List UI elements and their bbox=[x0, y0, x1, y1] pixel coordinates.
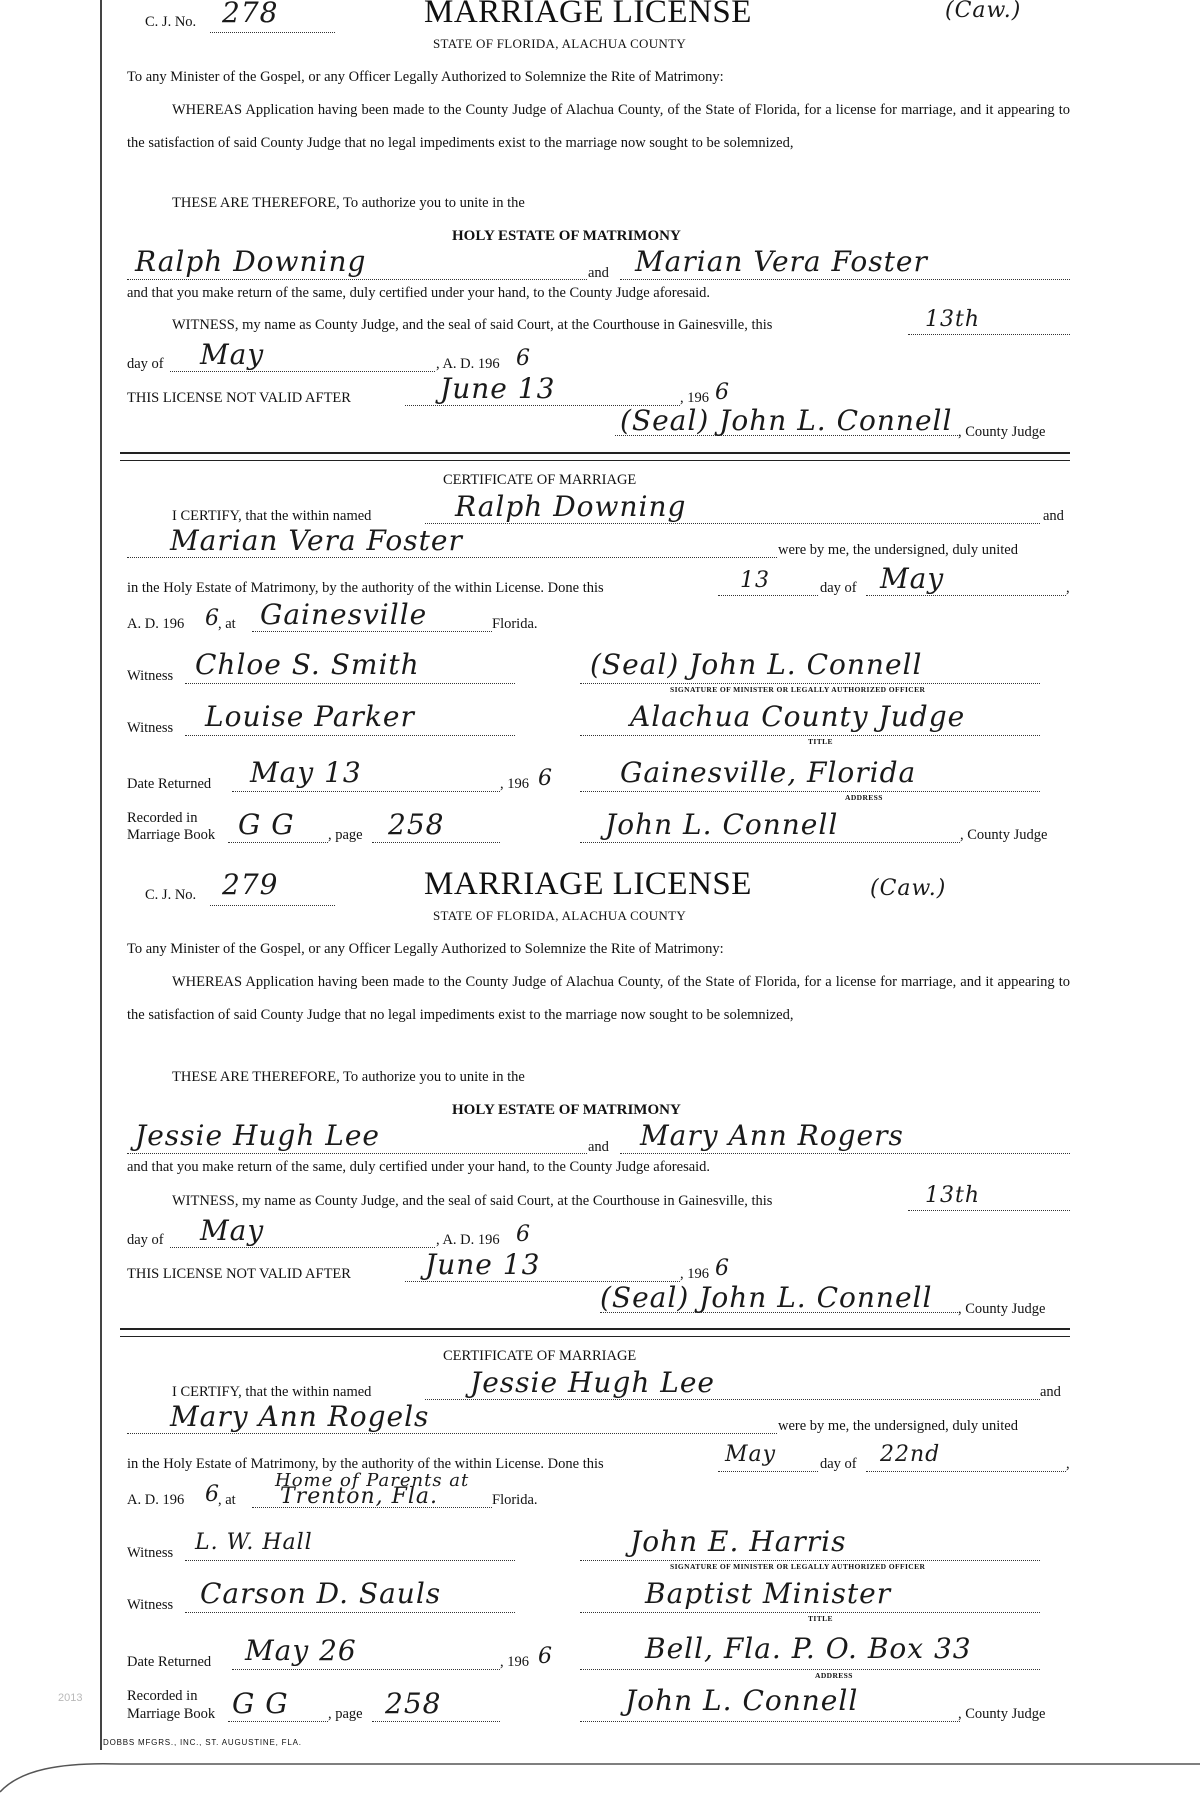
ad-year-digit: 6 bbox=[205, 606, 220, 631]
done-day: 13 bbox=[740, 568, 770, 593]
not-valid-year-digit: 6 bbox=[715, 1256, 730, 1281]
page-label: , page bbox=[328, 827, 363, 843]
groom-name: Jessie Hugh Lee bbox=[135, 1119, 381, 1152]
title-caption: TITLE bbox=[808, 737, 833, 746]
recorded-label: Recorded in bbox=[127, 810, 198, 826]
florida-label: Florida. bbox=[492, 1492, 538, 1508]
florida-label: Florida. bbox=[492, 616, 538, 632]
recording-county-judge: , County Judge bbox=[960, 827, 1048, 843]
date-returned: May 13 bbox=[250, 756, 362, 789]
were-label: were by me, the undersigned, duly united bbox=[778, 542, 1018, 558]
judge-signature: (Seal) John L. Connell bbox=[600, 1281, 933, 1314]
not-valid-year-label: , 196 bbox=[680, 390, 709, 406]
officer-caption: SIGNATURE OF MINISTER OR LEGALLY AUTHORIZED OFFICER bbox=[670, 1562, 926, 1571]
and-word: and bbox=[588, 1139, 609, 1155]
certificate-and: and bbox=[1043, 508, 1064, 524]
not-valid-date: June 13 bbox=[440, 372, 556, 405]
witness-1-label: Witness bbox=[127, 668, 174, 684]
page-number: 258 bbox=[385, 1687, 442, 1720]
page-curl-line bbox=[0, 1740, 1200, 1796]
done-day-of-label: day of bbox=[820, 1456, 857, 1472]
at-label: , at bbox=[218, 1492, 236, 1508]
ad-year-label: A. D. 196 bbox=[127, 1492, 185, 1508]
ad-year-label: A. D. 196 bbox=[127, 616, 185, 632]
not-valid-label: THIS LICENSE NOT VALID AFTER bbox=[127, 390, 351, 406]
whereas-paragraph: WHEREAS Application having been made to the County Judge of Alachua County, of the State of Florida, for a license for marriage, and it appearing to the satisfaction of said County Judge that no legal impediments exist to the marriage now sought to be solemnized, bbox=[127, 102, 1070, 151]
race-note: (Caw.) bbox=[870, 876, 947, 901]
officer-caption: SIGNATURE OF MINISTER OR LEGALLY AUTHORIZED OFFICER bbox=[670, 685, 926, 694]
certify-label: I CERTIFY, that the within named bbox=[172, 1384, 372, 1400]
certificate-heading: CERTIFICATE OF MARRIAGE bbox=[443, 1348, 637, 1364]
done-comma: , bbox=[1066, 1456, 1070, 1472]
not-valid-year-label: , 196 bbox=[680, 1266, 709, 1282]
date-returned-label: Date Returned bbox=[127, 1654, 212, 1670]
not-valid-label: THIS LICENSE NOT VALID AFTER bbox=[127, 1266, 351, 1282]
at-label: , at bbox=[218, 616, 236, 632]
cj-number: 278 bbox=[222, 0, 279, 29]
done-comma: , bbox=[1066, 580, 1070, 596]
done-day-of-label: day of bbox=[820, 580, 857, 596]
and-word: and bbox=[588, 265, 609, 281]
recording-county-judge: , County Judge bbox=[958, 1706, 1046, 1722]
groom-name: Ralph Downing bbox=[135, 245, 367, 278]
officer-title: Baptist Minister bbox=[645, 1577, 892, 1610]
cj-label: C. J. No. bbox=[145, 887, 197, 903]
bride-name: Marian Vera Foster bbox=[635, 245, 928, 278]
address-caption: ADDRESS bbox=[815, 1671, 853, 1680]
holy-estate-line: in the Holy Estate of Matrimony, by the authority of the within License. Done this bbox=[127, 1456, 604, 1472]
date-returned: May 26 bbox=[245, 1634, 357, 1667]
license-year-digit: 6 bbox=[516, 346, 531, 371]
done-month: May bbox=[880, 562, 945, 595]
certify-label: I CERTIFY, that the within named bbox=[172, 508, 372, 524]
marriage-place: Gainesville bbox=[260, 598, 428, 631]
marriage-book-label: Marriage Book bbox=[127, 827, 216, 843]
title-caption: TITLE bbox=[808, 1614, 833, 1623]
section-divider bbox=[120, 1328, 1070, 1337]
returned-year-label: , 196 bbox=[500, 776, 529, 792]
license-title: MARRIAGE LICENSE bbox=[424, 0, 752, 30]
license-year-digit: 6 bbox=[516, 1222, 531, 1247]
license-month: May bbox=[200, 1214, 265, 1247]
license-title: MARRIAGE LICENSE bbox=[424, 866, 752, 902]
county-judge-label: , County Judge bbox=[958, 424, 1046, 440]
witness-2-name: Carson D. Sauls bbox=[200, 1577, 442, 1610]
returned-year-label: , 196 bbox=[500, 1654, 529, 1670]
date-returned-label: Date Returned bbox=[127, 776, 212, 792]
certificate-name-1: Ralph Downing bbox=[455, 490, 687, 523]
holy-estate-heading: HOLY ESTATE OF MATRIMONY bbox=[452, 228, 681, 244]
returned-year-digit: 6 bbox=[538, 1644, 553, 1669]
witness-2-label: Witness bbox=[127, 720, 174, 736]
returned-year-digit: 6 bbox=[538, 766, 553, 791]
certificate-name-2: Mary Ann Rogels bbox=[170, 1400, 430, 1433]
left-margin-line bbox=[100, 0, 102, 1750]
license-month: May bbox=[200, 338, 265, 371]
not-valid-date: June 13 bbox=[425, 1248, 541, 1281]
license-subtitle: STATE OF FLORIDA, ALACHUA COUNTY bbox=[433, 908, 687, 923]
officer-signature: (Seal) John L. Connell bbox=[590, 648, 923, 681]
officer-address: Bell, Fla. P. O. Box 33 bbox=[645, 1632, 972, 1665]
officer-title: Alachua County Judge bbox=[630, 700, 966, 733]
license-subtitle: STATE OF FLORIDA, ALACHUA COUNTY bbox=[433, 36, 687, 51]
officer-address: Gainesville, Florida bbox=[620, 756, 917, 789]
address-line: To any Minister of the Gospel, or any Officer Legally Authorized to Solemnize the Rite of Matrimony: bbox=[127, 941, 724, 957]
witness-line: WITNESS, my name as County Judge, and the seal of said Court, at the Courthouse in Gainesville, this bbox=[172, 317, 773, 333]
officer-signature: John E. Harris bbox=[630, 1525, 847, 1558]
book-number: G G bbox=[232, 1687, 289, 1720]
therefore-line: THESE ARE THEREFORE, To authorize you to unite in the bbox=[172, 195, 525, 211]
race-note: (Caw.) bbox=[945, 0, 1022, 23]
license-day: 13th bbox=[925, 307, 981, 332]
return-line: and that you make return of the same, duly certified under your hand, to the County Judge aforesaid. bbox=[127, 1159, 711, 1175]
watermark-text: 2013 bbox=[58, 1692, 83, 1704]
whereas-paragraph: WHEREAS Application having been made to the County Judge of Alachua County, of the State of Florida, for a license for marriage, and it appearing to the satisfaction of said County Judge that no legal impediments exist to the marriage now sought to be solemnized, bbox=[127, 974, 1070, 1023]
cj-label: C. J. No. bbox=[145, 14, 197, 30]
certificate-name-2: Marian Vera Foster bbox=[170, 524, 463, 557]
judge-signature: (Seal) John L. Connell bbox=[620, 404, 953, 437]
ad-label: , A. D. 196 bbox=[436, 356, 500, 372]
day-of-label: day of bbox=[127, 1232, 164, 1248]
certificate-name-1: Jessie Hugh Lee bbox=[470, 1366, 716, 1399]
witness-2-name: Louise Parker bbox=[205, 700, 415, 733]
address-caption: ADDRESS bbox=[845, 793, 883, 802]
witness-2-label: Witness bbox=[127, 1597, 174, 1613]
certificate-and: and bbox=[1040, 1384, 1061, 1400]
book-number: G G bbox=[238, 808, 295, 841]
witness-1-name: L. W. Hall bbox=[195, 1530, 313, 1555]
page-number: 258 bbox=[388, 808, 445, 841]
holy-estate-heading: HOLY ESTATE OF MATRIMONY bbox=[452, 1102, 681, 1118]
page-label: , page bbox=[328, 1706, 363, 1722]
were-label: were by me, the undersigned, duly united bbox=[778, 1418, 1018, 1434]
ad-label: , A. D. 196 bbox=[436, 1232, 500, 1248]
marriage-book-label: Marriage Book bbox=[127, 1706, 216, 1722]
recorded-label: Recorded in bbox=[127, 1688, 198, 1704]
witness-1-label: Witness bbox=[127, 1545, 174, 1561]
certificate-heading: CERTIFICATE OF MARRIAGE bbox=[443, 472, 637, 488]
day-of-label: day of bbox=[127, 356, 164, 372]
witness-line: WITNESS, my name as County Judge, and the seal of said Court, at the Courthouse in Gainesville, this bbox=[172, 1193, 773, 1209]
therefore-line: THESE ARE THEREFORE, To authorize you to unite in the bbox=[172, 1069, 525, 1085]
holy-estate-line: in the Holy Estate of Matrimony, by the authority of the within License. Done this bbox=[127, 580, 604, 596]
printer-footer: DOBBS MFGRS., INC., ST. AUGUSTINE, FLA. bbox=[103, 1738, 302, 1747]
marriage-place: Trenton, Fla. bbox=[280, 1484, 439, 1509]
county-judge-label: , County Judge bbox=[958, 1301, 1046, 1317]
license-day: 13th bbox=[925, 1183, 981, 1208]
not-valid-year-digit: 6 bbox=[715, 380, 730, 405]
ad-year-digit: 6 bbox=[205, 1482, 220, 1507]
return-line: and that you make return of the same, duly certified under your hand, to the County Judge aforesaid. bbox=[127, 285, 711, 301]
witness-1-name: Chloe S. Smith bbox=[195, 648, 420, 681]
address-line: To any Minister of the Gospel, or any Officer Legally Authorized to Solemnize the Rite of Matrimony: bbox=[127, 69, 724, 85]
done-month: 22nd bbox=[880, 1442, 941, 1467]
marriage-place-above: Home of Parents at bbox=[275, 1470, 470, 1491]
section-divider bbox=[120, 452, 1070, 461]
recording-judge: John L. Connell bbox=[605, 808, 839, 841]
recording-judge: John L. Connell bbox=[625, 1684, 859, 1717]
cj-number: 279 bbox=[222, 868, 279, 901]
done-day: May bbox=[725, 1442, 777, 1467]
bride-name: Mary Ann Rogers bbox=[640, 1119, 904, 1152]
